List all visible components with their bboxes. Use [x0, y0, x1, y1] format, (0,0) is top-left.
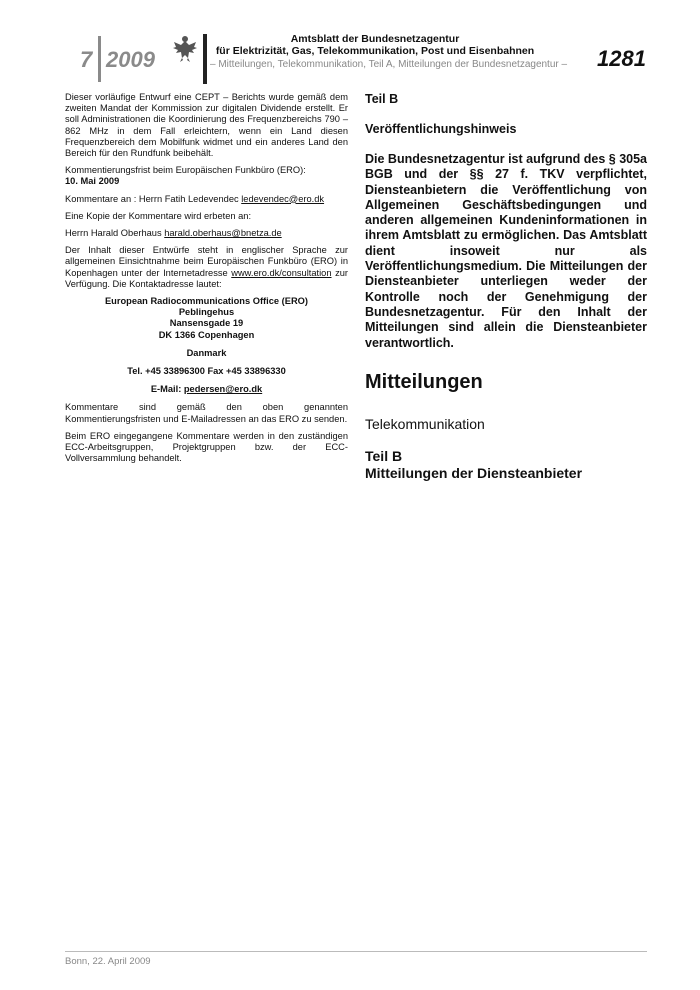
treatment-paragraph: Beim ERO eingegangene Kommentare werden in den zuständigen ECC-Arbeitsgruppen, Projektgruppen bzw. der ECC-Vollversammlung behandelt.	[65, 430, 348, 464]
federal-eagle-icon	[170, 33, 200, 63]
gazette-title-line2: für Elektrizität, Gas, Telekommunikation, Post und Eisenbahnen	[215, 45, 535, 57]
address-country: Danmark	[186, 347, 227, 358]
address-building: Peblingehus	[178, 307, 235, 318]
page-number: 1281	[597, 46, 646, 71]
section-teil-b: Teil B	[365, 92, 399, 106]
english-availability-paragraph	[65, 245, 348, 290]
consultation-url-link[interactable]: www.ero.dk/consultation	[231, 267, 332, 278]
address-email-link[interactable]: pedersen@ero.dk	[183, 384, 263, 395]
address-street: Nansensgade 19	[169, 318, 244, 329]
header-divider-bold	[203, 34, 207, 84]
heading-mitteilungen: Mitteilungen	[365, 370, 483, 393]
copy-request: Eine Kopie der Kommentare wird erbeten an:	[65, 210, 252, 221]
copy-to-email-link[interactable]: harald.oberhaus@bnetza.de	[164, 228, 282, 239]
copy-to-paragraph	[65, 228, 348, 239]
right-column	[365, 92, 647, 482]
issue-number: 7	[80, 47, 93, 72]
heading-teil-b: Teil B	[365, 447, 403, 464]
issue-year: 2009	[106, 47, 155, 72]
english-availability-text: Der Inhalt dieser Entwürfe steht in englischer Sprache zur allgemeinen Einsichtnahme beim Europäischen Funkbüro (ERO) in Kopenhagen unter der Internetadresse	[65, 245, 348, 278]
heading-teil-b-diensteanbieter	[365, 448, 647, 482]
comments-to-email-link[interactable]: ledevendec@ero.dk	[241, 193, 325, 204]
header-divider	[98, 36, 101, 82]
draft-description: Dieser vorläufige Entwurf eine CEPT – Berichts wurde gemäß dem zweiten Mandat der Kommission zur digitalen Dividende erstellt. Er soll Administrationen die Koordinierung des Frequenzbereichs 790 – 862 MHz in dem Fall erleichtern, wenn ein Land diesen Frequenzbereich dem Mobilfunk widmet und ein anderes Land den Bereich für den Rundfunk beibehält.	[65, 92, 348, 159]
address-organization: European Radiocommunications Office (ERO)	[104, 296, 308, 307]
footer-place-date: Bonn, 22. April 2009	[65, 956, 151, 967]
publication-notice-text: Die Bundesnetzagentur ist aufgrund des § 305a BGB und der §§ 27 f. TKV verpflichtet, Diensteanbietern die Veröffentlichung von Allgemeinen Geschäftsbedingungen und anderen allgemeinen Kundeninformationen in ihrem Amtsblatt zu ermöglichen. Das Amtsblatt dient insoweit nur als Veröffentlichungsmedium. Die Mitteilungen der Diensteanbieter unterliegen weder der Kontrolle noch der Genehmigung der Bundesnetzagentur. Für den Inhalt der Mitteilungen sind allein die Diensteanbieter verantwortlich.	[365, 152, 648, 350]
send-comments-paragraph: Kommentare sind gemäß den oben genannten Kommentierungsfristen und E-Mailadressen an das ERO zu senden.	[65, 402, 348, 424]
publication-notice-heading: Veröffentlichungshinweis	[365, 122, 517, 136]
english-availability-suffix: zur Verfügung. Die Kontaktadresse lautet:	[65, 267, 349, 289]
heading-telekommunikation: Telekommunikation	[365, 415, 485, 432]
comments-to-paragraph	[65, 194, 348, 205]
address-email	[65, 384, 348, 395]
address-phone-fax: Tel. +45 33896300 Fax +45 33896330	[127, 366, 286, 377]
footer-divider	[65, 951, 647, 952]
copy-to-label: Herrn Harald Oberhaus	[65, 228, 165, 239]
left-column	[65, 92, 348, 470]
deadline-paragraph	[65, 165, 348, 187]
comments-to-label: Kommentare an : Herrn Fatih Ledevendec	[65, 193, 242, 204]
deadline-label: Kommentierungsfrist beim Europäischen Funkbüro (ERO):	[65, 165, 306, 176]
heading-diensteanbieter: Mitteilungen der Diensteanbieter	[365, 464, 583, 481]
gazette-title-line1: Amtsblatt der Bundesnetzagentur	[290, 33, 460, 45]
gazette-section-subtitle: – Mitteilungen, Telekommunikation, Teil A, Mitteilungen der Bundesnetzagentur –	[210, 59, 568, 70]
address-email-label: E-Mail:	[150, 384, 184, 395]
address-city: DK 1366 Copenhagen	[158, 329, 255, 340]
deadline-date: 10. Mai 2009	[65, 176, 120, 187]
